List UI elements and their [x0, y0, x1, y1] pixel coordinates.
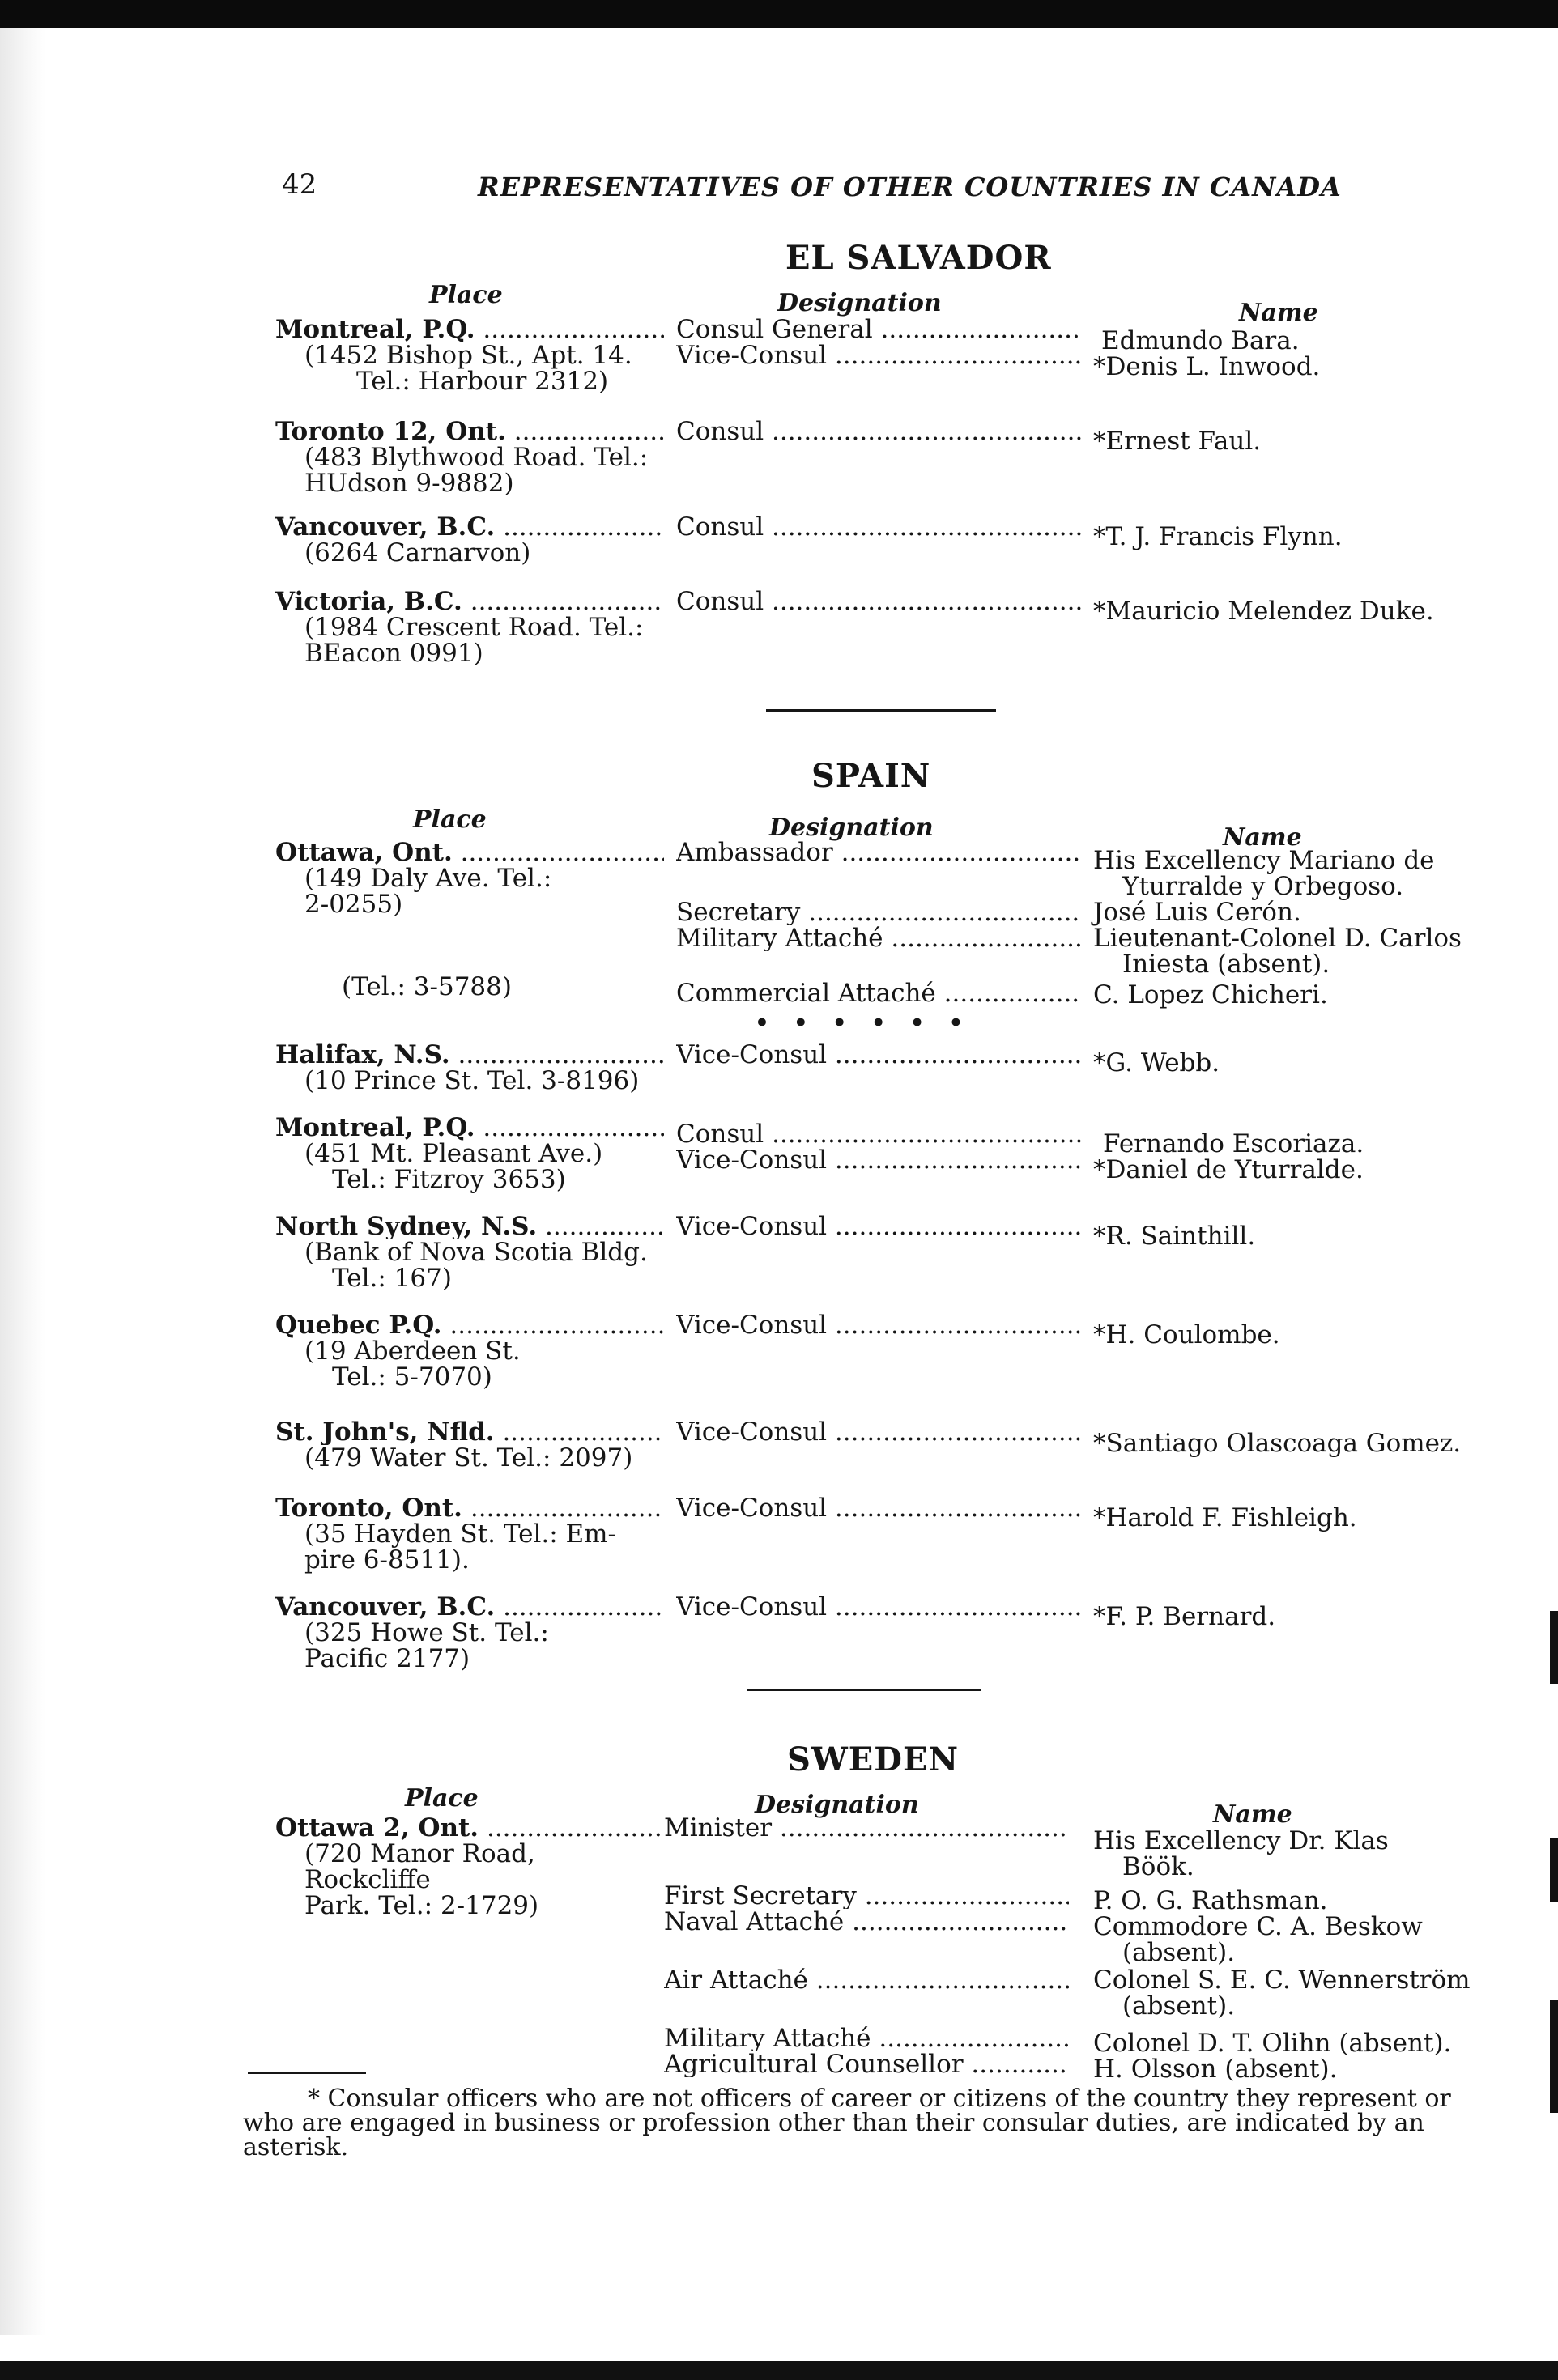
- person-name: *Daniel de Yturralde.: [1093, 1155, 1364, 1184]
- place-city: Ottawa, Ont. .....: [275, 839, 664, 865]
- designation: Commercial Attaché .....: [676, 980, 1081, 1006]
- person-name: *R. Sainthill.: [1093, 1222, 1256, 1251]
- place-city: Halifax, N.S. .....: [275, 1042, 664, 1068]
- column-header-place: Place: [405, 1784, 479, 1813]
- designation: Consul .....: [676, 1121, 1081, 1147]
- column-header-place: Place: [413, 805, 487, 834]
- place-city: Vancouver, B.C. .....: [275, 514, 664, 540]
- column-header-designation: Designation: [769, 814, 934, 842]
- designation: Secretary .....: [676, 899, 1081, 925]
- footnote: [243, 2087, 1474, 2160]
- designation: Consul General .....: [676, 317, 1081, 342]
- section-divider: [747, 1689, 981, 1691]
- designation: Vice-Consul .....: [676, 1213, 1081, 1239]
- designation: Consul .....: [676, 589, 1081, 614]
- column-header-designation: Designation: [777, 289, 942, 317]
- place-address: (1452 Bishop St., Apt. 14.: [304, 341, 632, 370]
- designation: Air Attaché .....: [664, 1967, 1069, 1993]
- place-address: (479 Water St. Tel.: 2097): [304, 1443, 633, 1473]
- person-name: José Luis Cerón.: [1093, 898, 1301, 927]
- place-address: (6264 Carnarvon): [304, 538, 531, 567]
- designation: Vice-Consul .....: [676, 1312, 1081, 1338]
- person-name: *H. Coulombe.: [1093, 1320, 1280, 1349]
- section-el-salvador: [259, 239, 1490, 692]
- place-address: 2-0255): [304, 890, 403, 919]
- footnote-line: who are engaged in business or profession other than their consular duties, are indicated by an: [243, 2109, 1424, 2137]
- column-header-name: Name: [1213, 1800, 1292, 1829]
- person-name: Colonel D. T. Olihn (absent).: [1093, 2029, 1452, 2058]
- separator-dots: ••••••: [755, 1009, 988, 1036]
- column-header-designation: Designation: [755, 1791, 919, 1819]
- person-name: *Denis L. Inwood.: [1093, 352, 1321, 381]
- section-sweden: [259, 1740, 1490, 2084]
- person-name: His Excellency Mariano de Yturralde y Orbegoso.: [1093, 846, 1435, 901]
- scan-bottom-border: [0, 2361, 1558, 2380]
- place-address: Tel.: Fitzroy 3653): [332, 1165, 566, 1194]
- designation: Consul .....: [676, 514, 1081, 540]
- country-heading: EL SALVADOR: [785, 239, 1052, 277]
- designation: Ambassador .....: [676, 839, 1081, 865]
- place-address: (Bank of Nova Scotia Bldg.: [304, 1238, 648, 1267]
- place-city: Toronto, Ont. .....: [275, 1495, 664, 1521]
- designation: Consul .....: [676, 419, 1081, 444]
- person-name: *Mauricio Melendez Duke.: [1093, 597, 1434, 626]
- place-address: (325 Howe St. Tel.:: [304, 1618, 549, 1647]
- place-address: (149 Daly Ave. Tel.:: [304, 864, 552, 893]
- person-name: His Excellency Dr. Klas Böök.: [1093, 1826, 1389, 1881]
- person-name: C. Lopez Chicheri.: [1093, 980, 1328, 1009]
- scan-top-border: [0, 0, 1558, 28]
- column-header-name: Name: [1239, 299, 1318, 327]
- place-address: Pacific 2177): [304, 1644, 470, 1673]
- designation: Vice-Consul .....: [676, 1042, 1081, 1068]
- running-title: REPRESENTATIVES OF OTHER COUNTRIES IN CANADA: [478, 172, 1342, 202]
- place-address: (451 Mt. Pleasant Ave.): [304, 1139, 603, 1168]
- section-spain: [259, 757, 1490, 1680]
- place-address: (1984 Crescent Road. Tel.:: [304, 613, 644, 642]
- place-city: St. John's, Nfld. .....: [275, 1419, 664, 1445]
- place-address: (720 Manor Road, Rockcliffe: [304, 1839, 535, 1894]
- person-name: Colonel S. E. C. Wennerström (absent).: [1093, 1966, 1471, 2021]
- section-divider: [766, 709, 996, 712]
- place-city: Montreal, P.Q. .....: [275, 317, 664, 342]
- place-address: (19 Aberdeen St.: [304, 1337, 521, 1366]
- designation: Vice-Consul .....: [676, 1495, 1081, 1521]
- person-name: H. Olsson (absent).: [1093, 2055, 1338, 2084]
- place-address: Tel.: 5-7070): [332, 1362, 492, 1392]
- designation: Vice-Consul .....: [676, 1147, 1081, 1173]
- place-address: (10 Prince St. Tel. 3-8196): [304, 1066, 640, 1095]
- person-name: *G. Webb.: [1093, 1048, 1220, 1077]
- scan-left-shading: [0, 28, 45, 2335]
- person-name: Fernando Escoriaza.: [1103, 1129, 1364, 1158]
- place-city: North Sydney, N.S. .....: [275, 1213, 664, 1239]
- scan-right-mark: [1550, 1838, 1558, 1902]
- person-name: *Ernest Faul.: [1093, 427, 1262, 456]
- person-name: Edmundo Bara.: [1101, 326, 1300, 355]
- person-name: Lieutenant-Colonel D. Carlos Iniesta (absent).: [1093, 924, 1462, 979]
- person-name: *Harold F. Fishleigh.: [1093, 1503, 1357, 1532]
- place-city: Quebec P.Q. .....: [275, 1312, 664, 1338]
- designation: Vice-Consul .....: [676, 342, 1081, 368]
- person-name: P. O. G. Rathsman.: [1093, 1886, 1328, 1915]
- place-address: HUdson 9-9882): [304, 469, 514, 498]
- designation: Minister .....: [664, 1815, 1069, 1841]
- footnote-line: * Consular officers who are not officers of career or citizens of the country they represent or: [308, 2085, 1451, 2113]
- designation: First Secretary .....: [664, 1883, 1069, 1909]
- place-address: (Tel.: 3-5788): [342, 972, 512, 1001]
- place-address: (35 Hayden St. Tel.: Em-: [304, 1519, 617, 1549]
- place-city: Vancouver, B.C. .....: [275, 1594, 664, 1620]
- footnote-line: asterisk.: [243, 2133, 349, 2161]
- person-name: *F. P. Bernard.: [1093, 1602, 1276, 1631]
- designation: Agricultural Counsellor .....: [664, 2051, 1069, 2077]
- country-heading: SPAIN: [811, 757, 931, 795]
- scan-right-mark: [1550, 1611, 1558, 1684]
- place-city: Toronto 12, Ont. .....: [275, 419, 664, 444]
- designation: Military Attaché .....: [676, 925, 1081, 951]
- place-city: Ottawa 2, Ont. .....: [275, 1815, 664, 1841]
- column-header-place: Place: [429, 281, 503, 309]
- place-city: Montreal, P.Q. .....: [275, 1115, 664, 1141]
- place-address: Tel.: 167): [332, 1264, 452, 1293]
- place-address: pire 6-8511).: [304, 1545, 470, 1575]
- place-city: Victoria, B.C. .....: [275, 589, 664, 614]
- column-header-name: Name: [1223, 823, 1302, 852]
- place-address: (483 Blythwood Road. Tel.:: [304, 443, 649, 472]
- designation: Military Attaché .....: [664, 2025, 1069, 2051]
- designation: Vice-Consul .....: [676, 1594, 1081, 1620]
- place-address: BEacon 0991): [304, 639, 483, 668]
- scan-right-mark: [1550, 2000, 1558, 2113]
- page-number: 42: [282, 168, 317, 201]
- person-name: *Santiago Olascoaga Gomez.: [1093, 1429, 1462, 1458]
- person-name: *T. J. Francis Flynn.: [1093, 522, 1343, 551]
- footnote-rule: [248, 2072, 366, 2074]
- person-name: Commodore C. A. Beskow (absent).: [1093, 1912, 1423, 1967]
- designation: Vice-Consul .....: [676, 1419, 1081, 1445]
- country-heading: SWEDEN: [787, 1740, 960, 1779]
- page-header: [282, 168, 1351, 209]
- designation: Naval Attaché .....: [664, 1909, 1069, 1935]
- place-address: Tel.: Harbour 2312): [356, 367, 609, 396]
- place-address: Park. Tel.: 2-1729): [304, 1891, 539, 1920]
